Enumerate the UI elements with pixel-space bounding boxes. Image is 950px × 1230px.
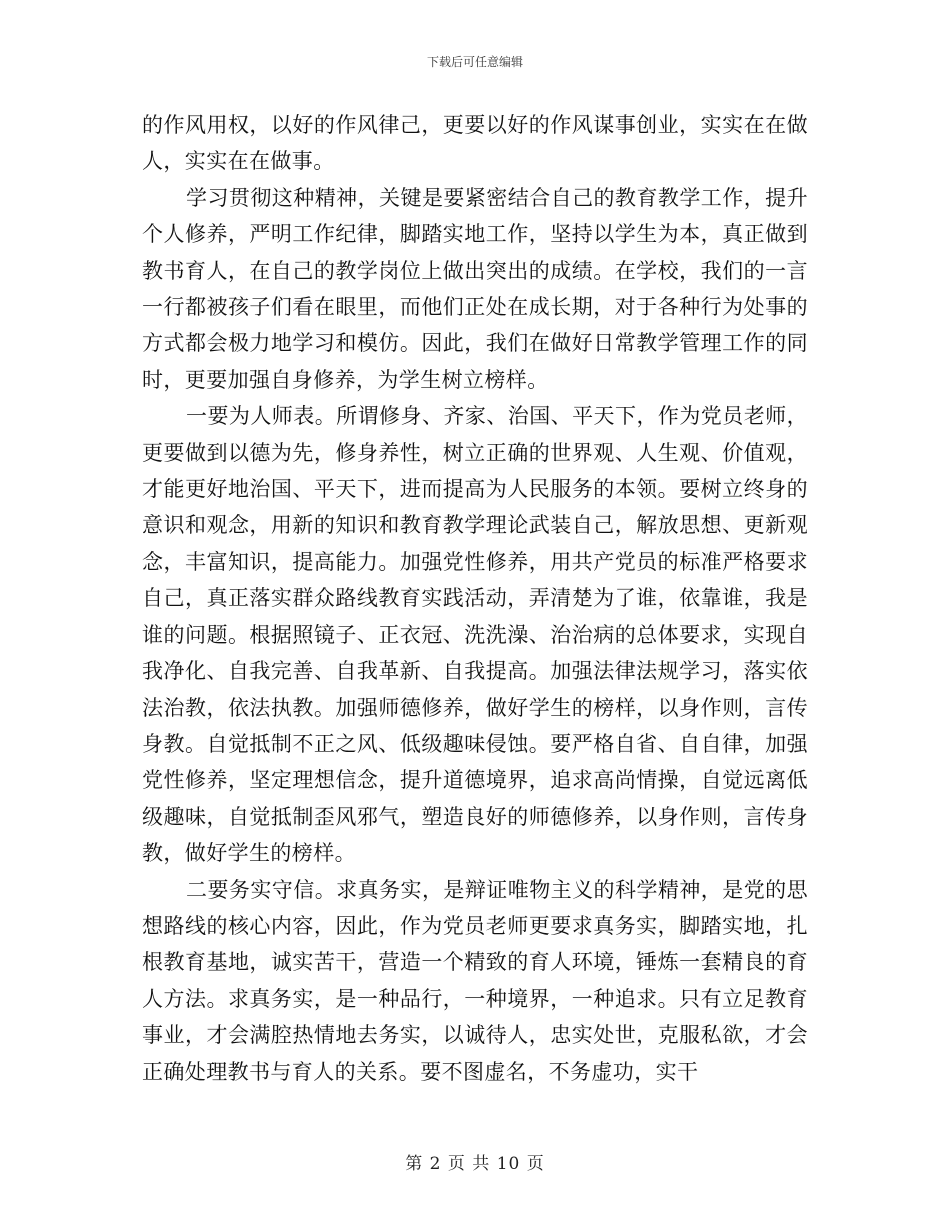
page-header: 下载后可任意编辑	[426, 55, 523, 69]
paragraph-pragmatic: 二要务实守信。求真务实，是辩证唯物主义的科学精神，是党的思想路线的核心内容，因此，作为党员老师更要求真务实，脚踏实地，扎根教育基地，诚实苦干，营造一个精致的育人环境，锤炼一套精良的育人方法。求真务实，是一种品行，一种境界，一种追求。只有立足教育事业，才会满腔热情地去务实，以诚待人，忠实处世，克服私欲，才会正确处理教书与育人的关系。要不图虚名，不务虚功，实干	[142, 877, 808, 1084]
paragraph-continuation: 的作风用权，以好的作风律己，更要以好的作风谋事创业，实实在在做人，实实在在做事。	[142, 113, 808, 174]
document-body	[142, 107, 808, 1090]
paragraph-role-model: 一要为人师表。所谓修身、齐家、治国、平天下，作为党员老师，更要做到以德为先，修身养性，树立正确的世界观、人生观、价值观，才能更好地治国、平天下，进而提高为人民服务的本领。要树立终身的意识和观念，用新的知识和教育教学理论武装自己，解放思想、更新观念，丰富知识，提高能力。加强党性修养，用共产党员的标准严格要求自己，真正落实群众路线教育实践活动，弄清楚为了谁，依靠谁，我是谁的问题。根据照镜子、正衣冠、洗洗澡、治治病的总体要求，实现自我净化、自我完善、自我革新、自我提高。加强法律法规学习，落实依法治教，依法执教。加强师德修养，做好学生的榜样，以身作则，言传身教。自觉抵制不正之风、低级趣味侵蚀。要严格自省、自自律，加强党性修养，坚定理想信念，提升道德境界，追求高尚情操，自觉远离低级趣味，自觉抵制歪风邪气，塑造良好的师德修养，以身作则，言传身教，做好学生的榜样。	[142, 404, 808, 866]
page-number-footer: 第 2 页 共 10 页	[405, 1154, 545, 1174]
paragraph-study: 学习贯彻这种精神，关键是要紧密结合自己的教育教学工作，提升个人修养，严明工作纪律，脚踏实地工作，坚持以学生为本，真正做到教书育人，在自己的教学岗位上做出突出的成绩。在学校，我们的一言一行都被孩子们看在眼里，而他们正处在成长期，对于各种行为处事的方式都会极力地学习和模仿。因此，我们在做好日常教学管理工作的同时，更要加强自身修养，为学生树立榜样。	[142, 185, 808, 392]
